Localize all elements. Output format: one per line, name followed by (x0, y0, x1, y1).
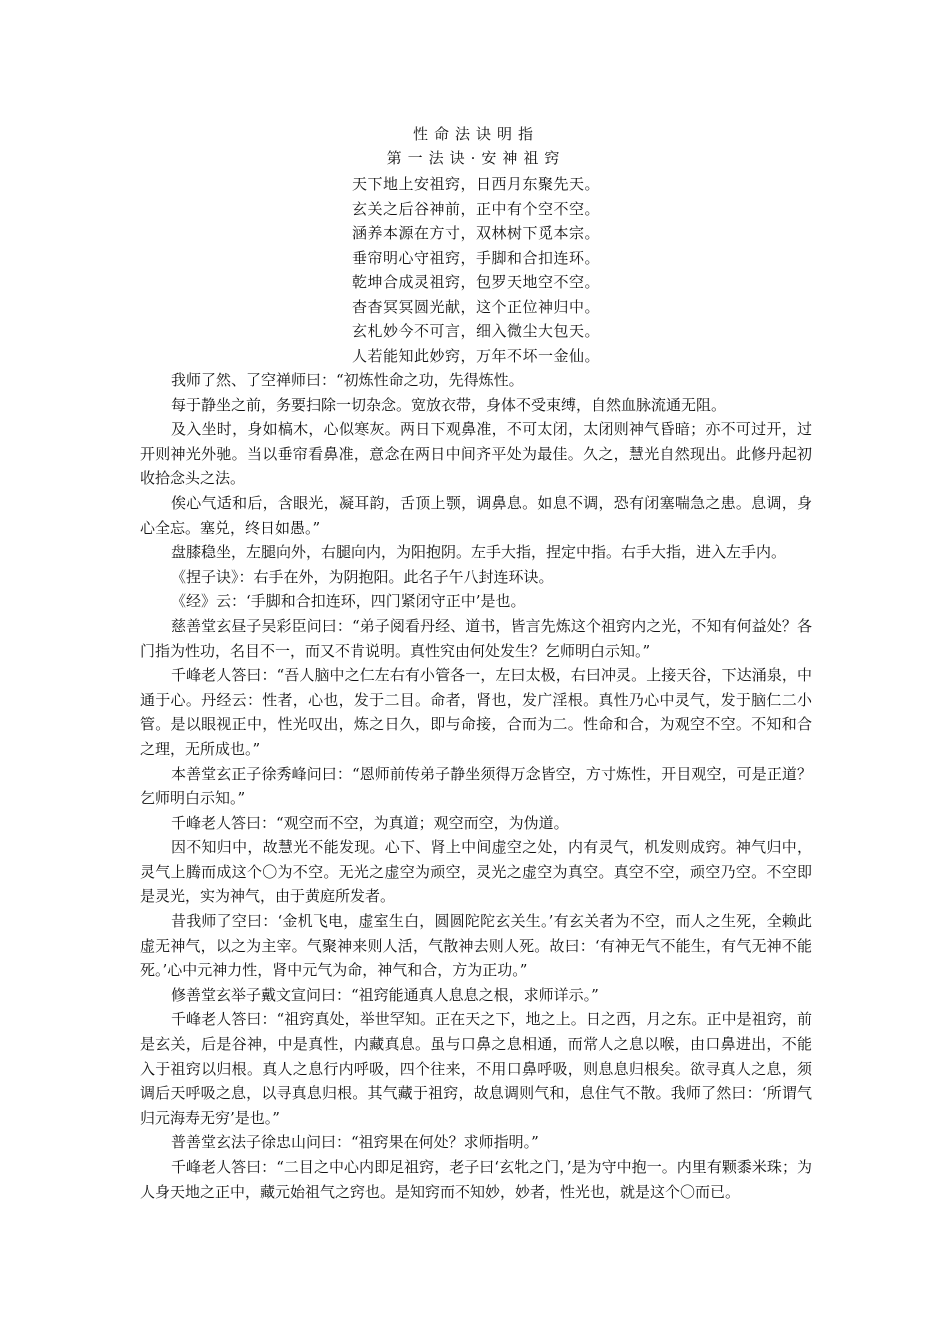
paragraph: 《捏子诀》：右手在外，为阴抱阳。此名子午八封连环诀。 (171, 567, 554, 586)
poem-line: 乾坤合成灵祖窍，包罗天地空不空。 (351, 273, 600, 291)
poem-verse (140, 172, 812, 368)
document-page (140, 122, 812, 1204)
poem-line: 杳杳冥冥圆光献，这个正位神归中。 (351, 297, 600, 316)
paragraph: 俟心气适和后，含眼光，凝耳韵，舌顶上颚，调鼻息。如息不调，恐有闭塞喘急之患。息调，身心全忘。塞兑，终日如愚。” (140, 493, 812, 537)
paragraph: 千峰老人答曰：“观空而不空，为真道；观空而空，为伪道。 (171, 813, 569, 832)
paragraph: 慈善堂玄昼子吴彩臣问曰：“弟子阅看丹经、道书，皆言先炼这个祖窍内之光，不知有何益处？各门指为性功，名目不一，而又不肯说明。真性究由何处发生？乞师明白示知。” (140, 616, 812, 660)
paragraph: 千峰老人答曰：“二目之中心内即足祖窍，老子曰‘玄牝之门，’是为守中抱一。内里有颗黍米珠；为人身天地之正中，藏元始祖气之窍也。是知窍而不知妙，妙者，性光也，就是这个〇而已。 (140, 1158, 812, 1201)
paragraph: 我师了然、了空禅师曰：“初炼性命之功，先得炼性。 (171, 371, 524, 389)
paragraph: 盘膝稳坐，左腿向外，右腿向内，为阳抱阴。左手大指，捏定中指。右手大指，进入左手内。 (171, 543, 787, 562)
body-text (140, 368, 812, 1204)
paragraph: 千峰老人答曰：“祖窍真处，举世罕知。正在天之下，地之上。日之西，月之东。正中是祖窍，前是玄关，后是谷神，中是真性，内藏真息。虽与口鼻之息相通，而常人之息以喉，由口鼻进出，不能入于祖窍以归根。真人之息行内呼吸，四个往来，不用口鼻呼吸，则息息归根矣。欲寻真人之息，须调后天呼吸之息，以寻真息归根。其气藏于祖窍，故息调则气和，息住气不散。我师了然曰：‘所谓气归元海寿无穷’是也。” (140, 1010, 812, 1127)
paragraph: 及入坐时，身如槁木，心似寒灰。两日下观鼻准，不可太闭，太闭则神气昏暗；亦不可过开，过开则神光外驰。当以垂帘看鼻准，意念在两日中间齐平处为最佳。久之，慧光自然现出。此修丹起初收拾念头之法。 (140, 420, 812, 488)
poem-line: 天下地上安祖窍，日西月东聚先天。 (351, 175, 600, 193)
section-subtitle: 第一法诀·安神祖窍 (386, 149, 566, 167)
paragraph: 因不知归中，故慧光不能发现。心下、肾上中间虚空之处，内有灵气，机发则成窍。神气归中，灵气上腾而成这个〇为不空。无光之虚空为顽空，灵光之虚空为真空。真空不空，顽空乃空。不空即是灵光，实为神气，由于黄庭所发者。 (140, 838, 812, 906)
paragraph: 昔我师了空曰：‘金机飞电，虚室生白，圆圆陀陀玄关生。’有玄关者为不空，而人之生死，全赖此虚无神气，以之为主宰。气聚神来则人活，气散神去则人死。故曰：‘有神无气不能生，有气无神不能死。’心中元神力性，肾中元气为命，神气和合，方为正功。” (140, 912, 812, 980)
poem-line: 人若能知此妙窍，万年不坏一金仙。 (351, 346, 600, 365)
poem-line: 垂帘明心守祖窍，手脚和合扣连环。 (351, 248, 600, 267)
paragraph: 本善堂玄正子徐秀峰问曰：“恩师前传弟子静坐须得万念皆空，方寸炼性，开目观空，可是正道？乞师明白示知。” (140, 764, 812, 808)
paragraph: 《经》云：‘手脚和合扣连环，四门紧闭守正中’是也。 (171, 592, 526, 611)
paragraph: 千峰老人答曰：“吾人脑中之仁左右有小管各一，左曰太极，右曰冲灵。上接天谷，下达涌泉，中通于心。丹经云：性者，心也，发于二目。命者，肾也，发广淫根。真性乃心中灵气，发于脑仁二小管。是以眼视正中，性光叹出，炼之日久，即与命接，合而为二。性命和合，为观空不空。不知和合之理，无所成也。” (140, 666, 812, 758)
poem-line: 玄关之后谷神前，正中有个空不空。 (351, 199, 600, 218)
poem-line: 涵养本源在方寸，双林树下觅本宗。 (351, 224, 600, 242)
document-title: 性命法诀明指 (412, 125, 539, 143)
paragraph: 修善堂玄举子戴文宣问曰：“祖窍能通真人息息之根，求师详示。” (171, 985, 599, 1004)
paragraph: 普善堂玄法子徐忠山问曰：“祖窍果在何处？求师指明。” (171, 1133, 539, 1152)
paragraph: 每于静坐之前，务要扫除一切杂念。宽放衣带，身体不受束缚，自然血脉流通无阻。 (171, 395, 727, 414)
poem-line: 玄札妙今不可言，细入微尘大包天。 (351, 322, 600, 340)
